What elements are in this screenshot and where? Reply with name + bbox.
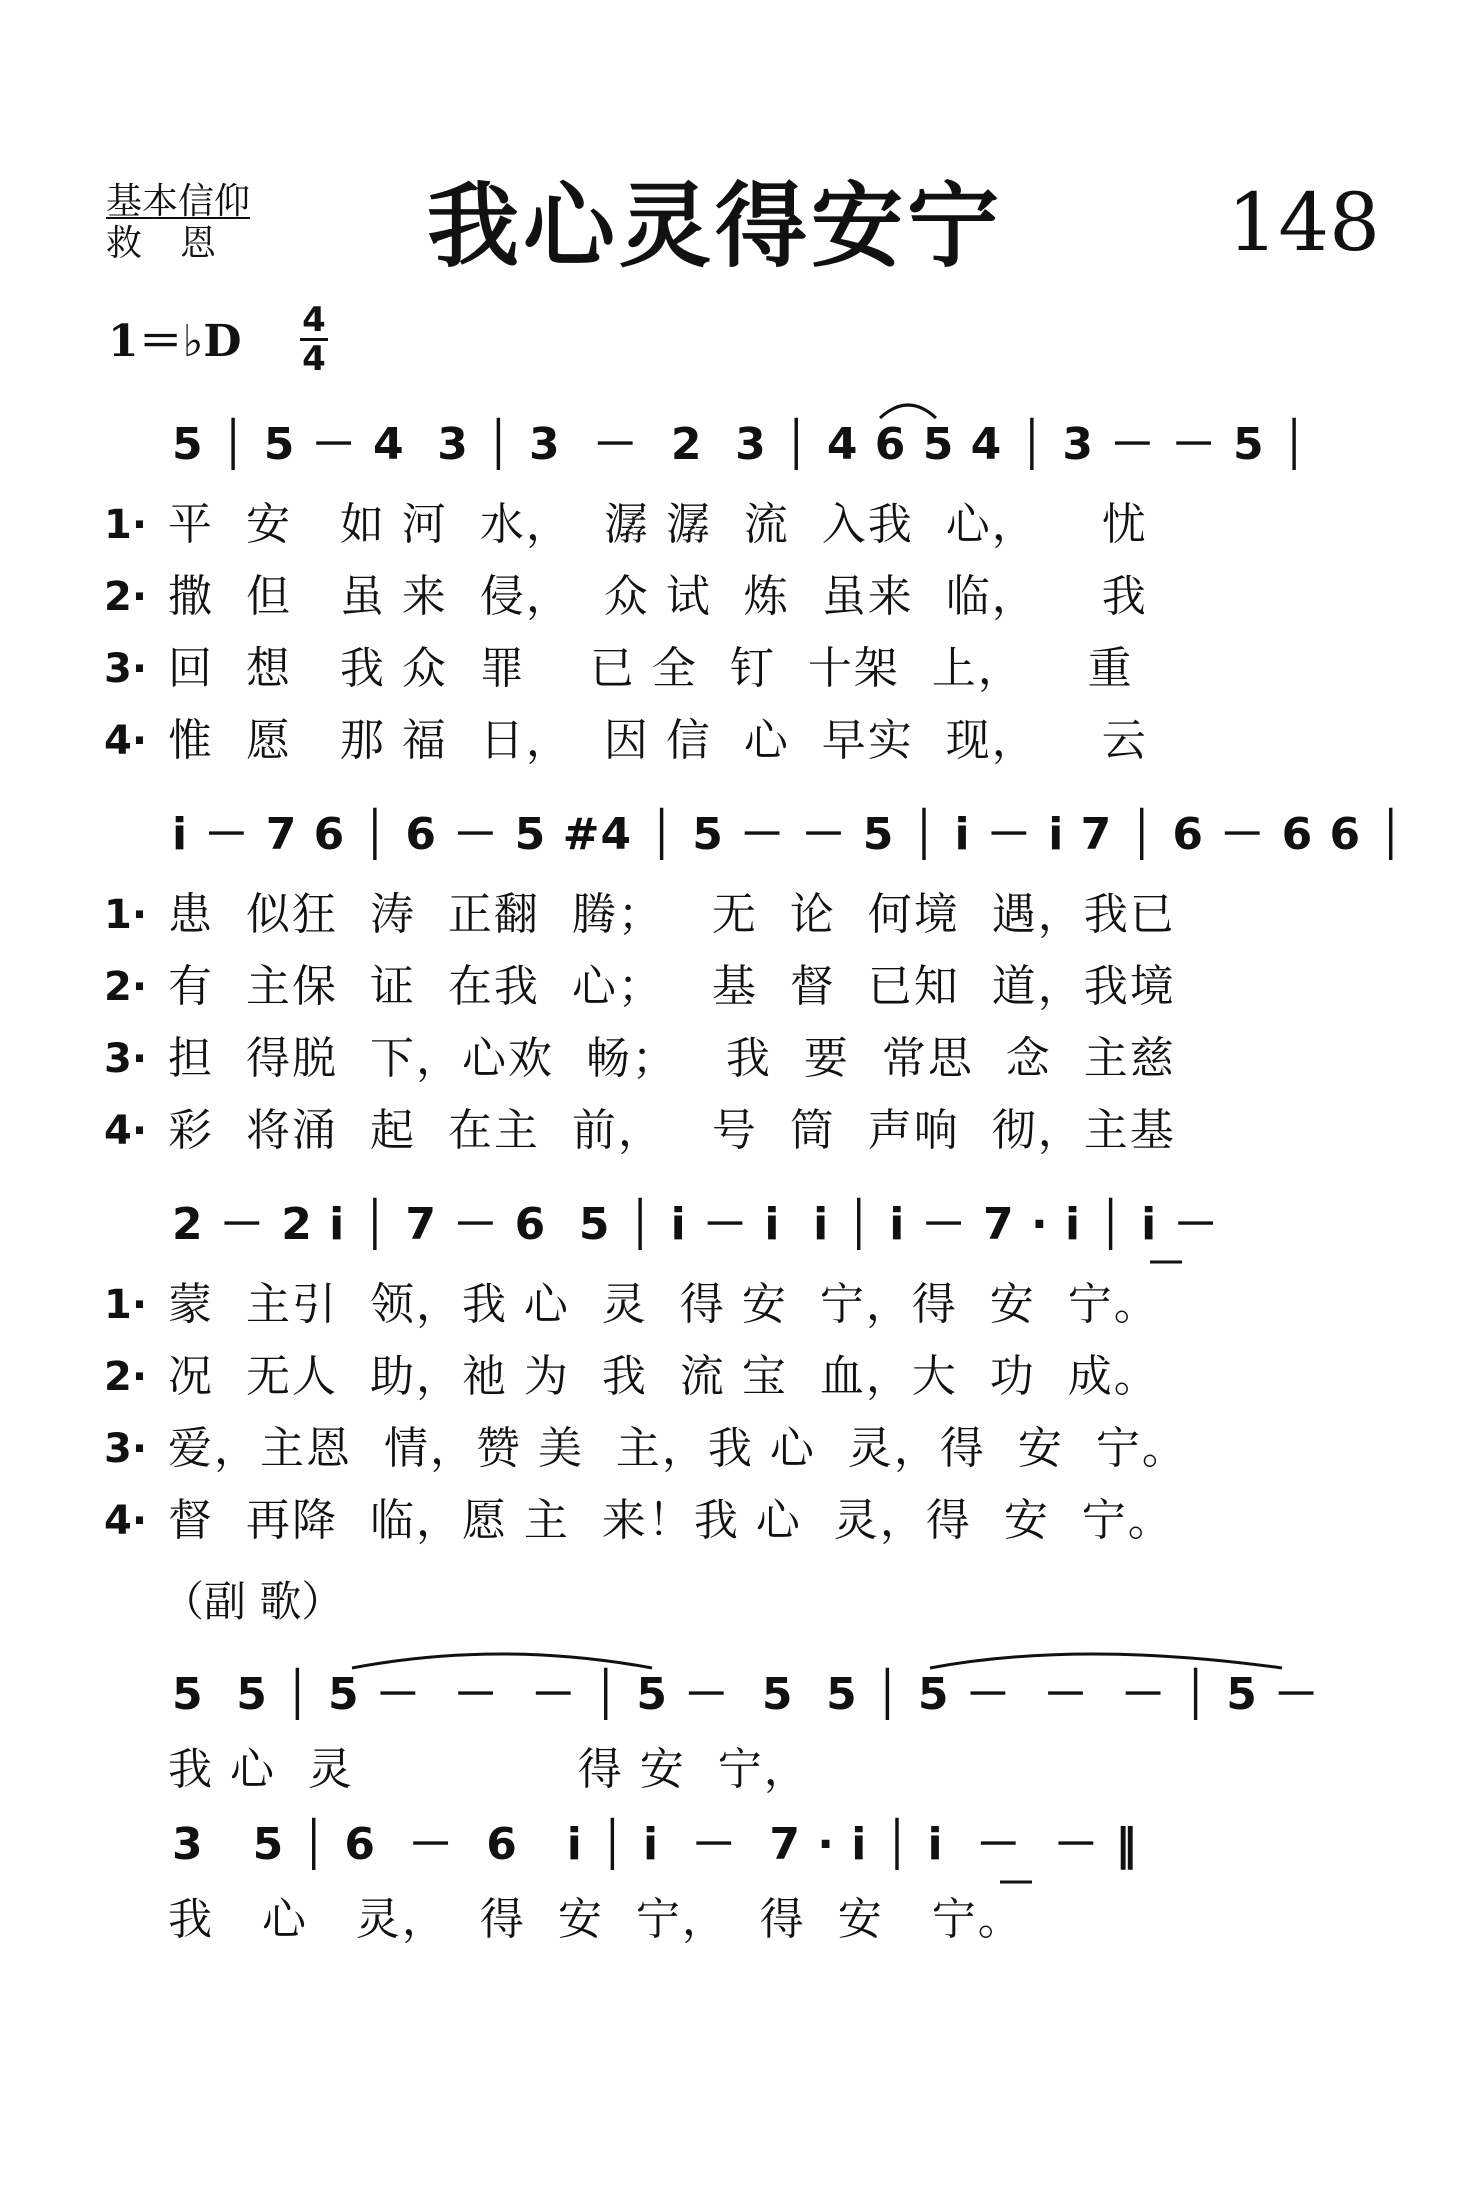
refrain-lyrics-2: 我 心 灵， 得 安 宁， 得 安 宁。 — [168, 1894, 1024, 1945]
lyrics-s1-v4: 惟 愿 那 福 日， 因 信 心 早实 现， 云 — [168, 715, 1148, 766]
verse-number-4: 4· — [104, 1498, 148, 1544]
lyrics-s3-v1: 蒙 主引 领，我 心 灵 得 安 宁，得 安 宁。 — [168, 1279, 1160, 1330]
verse-number-2: 2· — [104, 574, 148, 620]
key-signature: 1＝♭D — [108, 316, 242, 367]
verse-number-4: 4· — [104, 718, 148, 764]
verse-number-4: 4· — [104, 1108, 148, 1154]
category-main: 基本信仰 — [106, 181, 251, 222]
verse-number-1: 1· — [104, 892, 148, 938]
lyrics-s1-v3: 回 想 我 众 罪 已 全 钉 十架 上， 重 — [168, 643, 1134, 694]
lyrics-s3-v2: 况 无人 助，祂 为 我 流 宝 血，大 功 成。 — [168, 1351, 1160, 1402]
lyrics-s2-v3: 担 得脱 下，心欢 畅； 我 要 常思 念 主慈 — [168, 1033, 1176, 1084]
notation-line-1: 5 │ 5 － 4 3 │ 3 － 2 3 │ 4 6 5 4 │ 3 － － 5 │ — [172, 419, 1309, 470]
tie-mark — [352, 1654, 652, 1668]
verse-number-1: 1· — [104, 502, 148, 548]
verse-number-2: 2· — [104, 964, 148, 1010]
time-numerator: 4 — [302, 300, 326, 340]
category-sub: 救恩 — [106, 223, 255, 264]
lyrics-s2-v2: 有 主保 证 在我 心； 基 督 已知 道，我境 — [168, 961, 1176, 1012]
verse-number-2: 2· — [104, 1354, 148, 1400]
verse-number-1: 1· — [104, 1282, 148, 1328]
verse-number-3: 3· — [104, 1426, 148, 1472]
lyrics-s3-v3: 爱，主恩 情，赞 美 主，我 心 灵，得 安 宁。 — [168, 1423, 1188, 1474]
notation-line-2: i － 7 6 │ 6 － 5 #4 │ 5 － － 5 │ i － i 7 │ 6 － 6 6 │ — [172, 809, 1405, 860]
refrain-lyrics-1: 我 心 灵 得 安 宁， — [168, 1744, 810, 1795]
refrain-notation-1: 5 5 │ 5 － － － │ 5 － 5 5 │ 5 － － － │ 5 － — [172, 1669, 1320, 1720]
tie-mark — [930, 1654, 1282, 1668]
time-denominator: 4 — [302, 339, 326, 379]
refrain-label: （副 歌） — [162, 1577, 344, 1626]
lyrics-s3-v4: 督 再降 临，愿 主 来！我 心 灵，得 安 宁。 — [168, 1495, 1174, 1546]
verse-number-3: 3· — [104, 646, 148, 692]
lyrics-s2-v1: 患 似狂 涛 正翻 腾； 无 论 何境 遇，我已 — [168, 889, 1176, 940]
notation-line-3: 2 － 2 i │ 7 － 6 5 │ i － i i │ i － 7 · i │ i － — [172, 1199, 1219, 1250]
verse-number-3: 3· — [104, 1036, 148, 1082]
hymn-title: 我心灵得安宁 — [426, 173, 1003, 280]
lyrics-s2-v4: 彩 将涌 起 在主 前， 号 筒 声响 彻，主基 — [168, 1105, 1176, 1156]
hymn-number: 148 — [1227, 176, 1380, 269]
slur-mark — [880, 405, 936, 418]
refrain-notation-2: 3 5 │ 6 － 6 i │ i － 7 · i │ i － － ‖ — [172, 1819, 1139, 1870]
lyrics-s1-v1: 平 安 如 河 水， 潺 潺 流 入我 心， 忧 — [168, 499, 1148, 550]
lyrics-s1-v2: 撒 但 虽 来 侵， 众 试 炼 虽来 临， 我 — [168, 571, 1148, 622]
